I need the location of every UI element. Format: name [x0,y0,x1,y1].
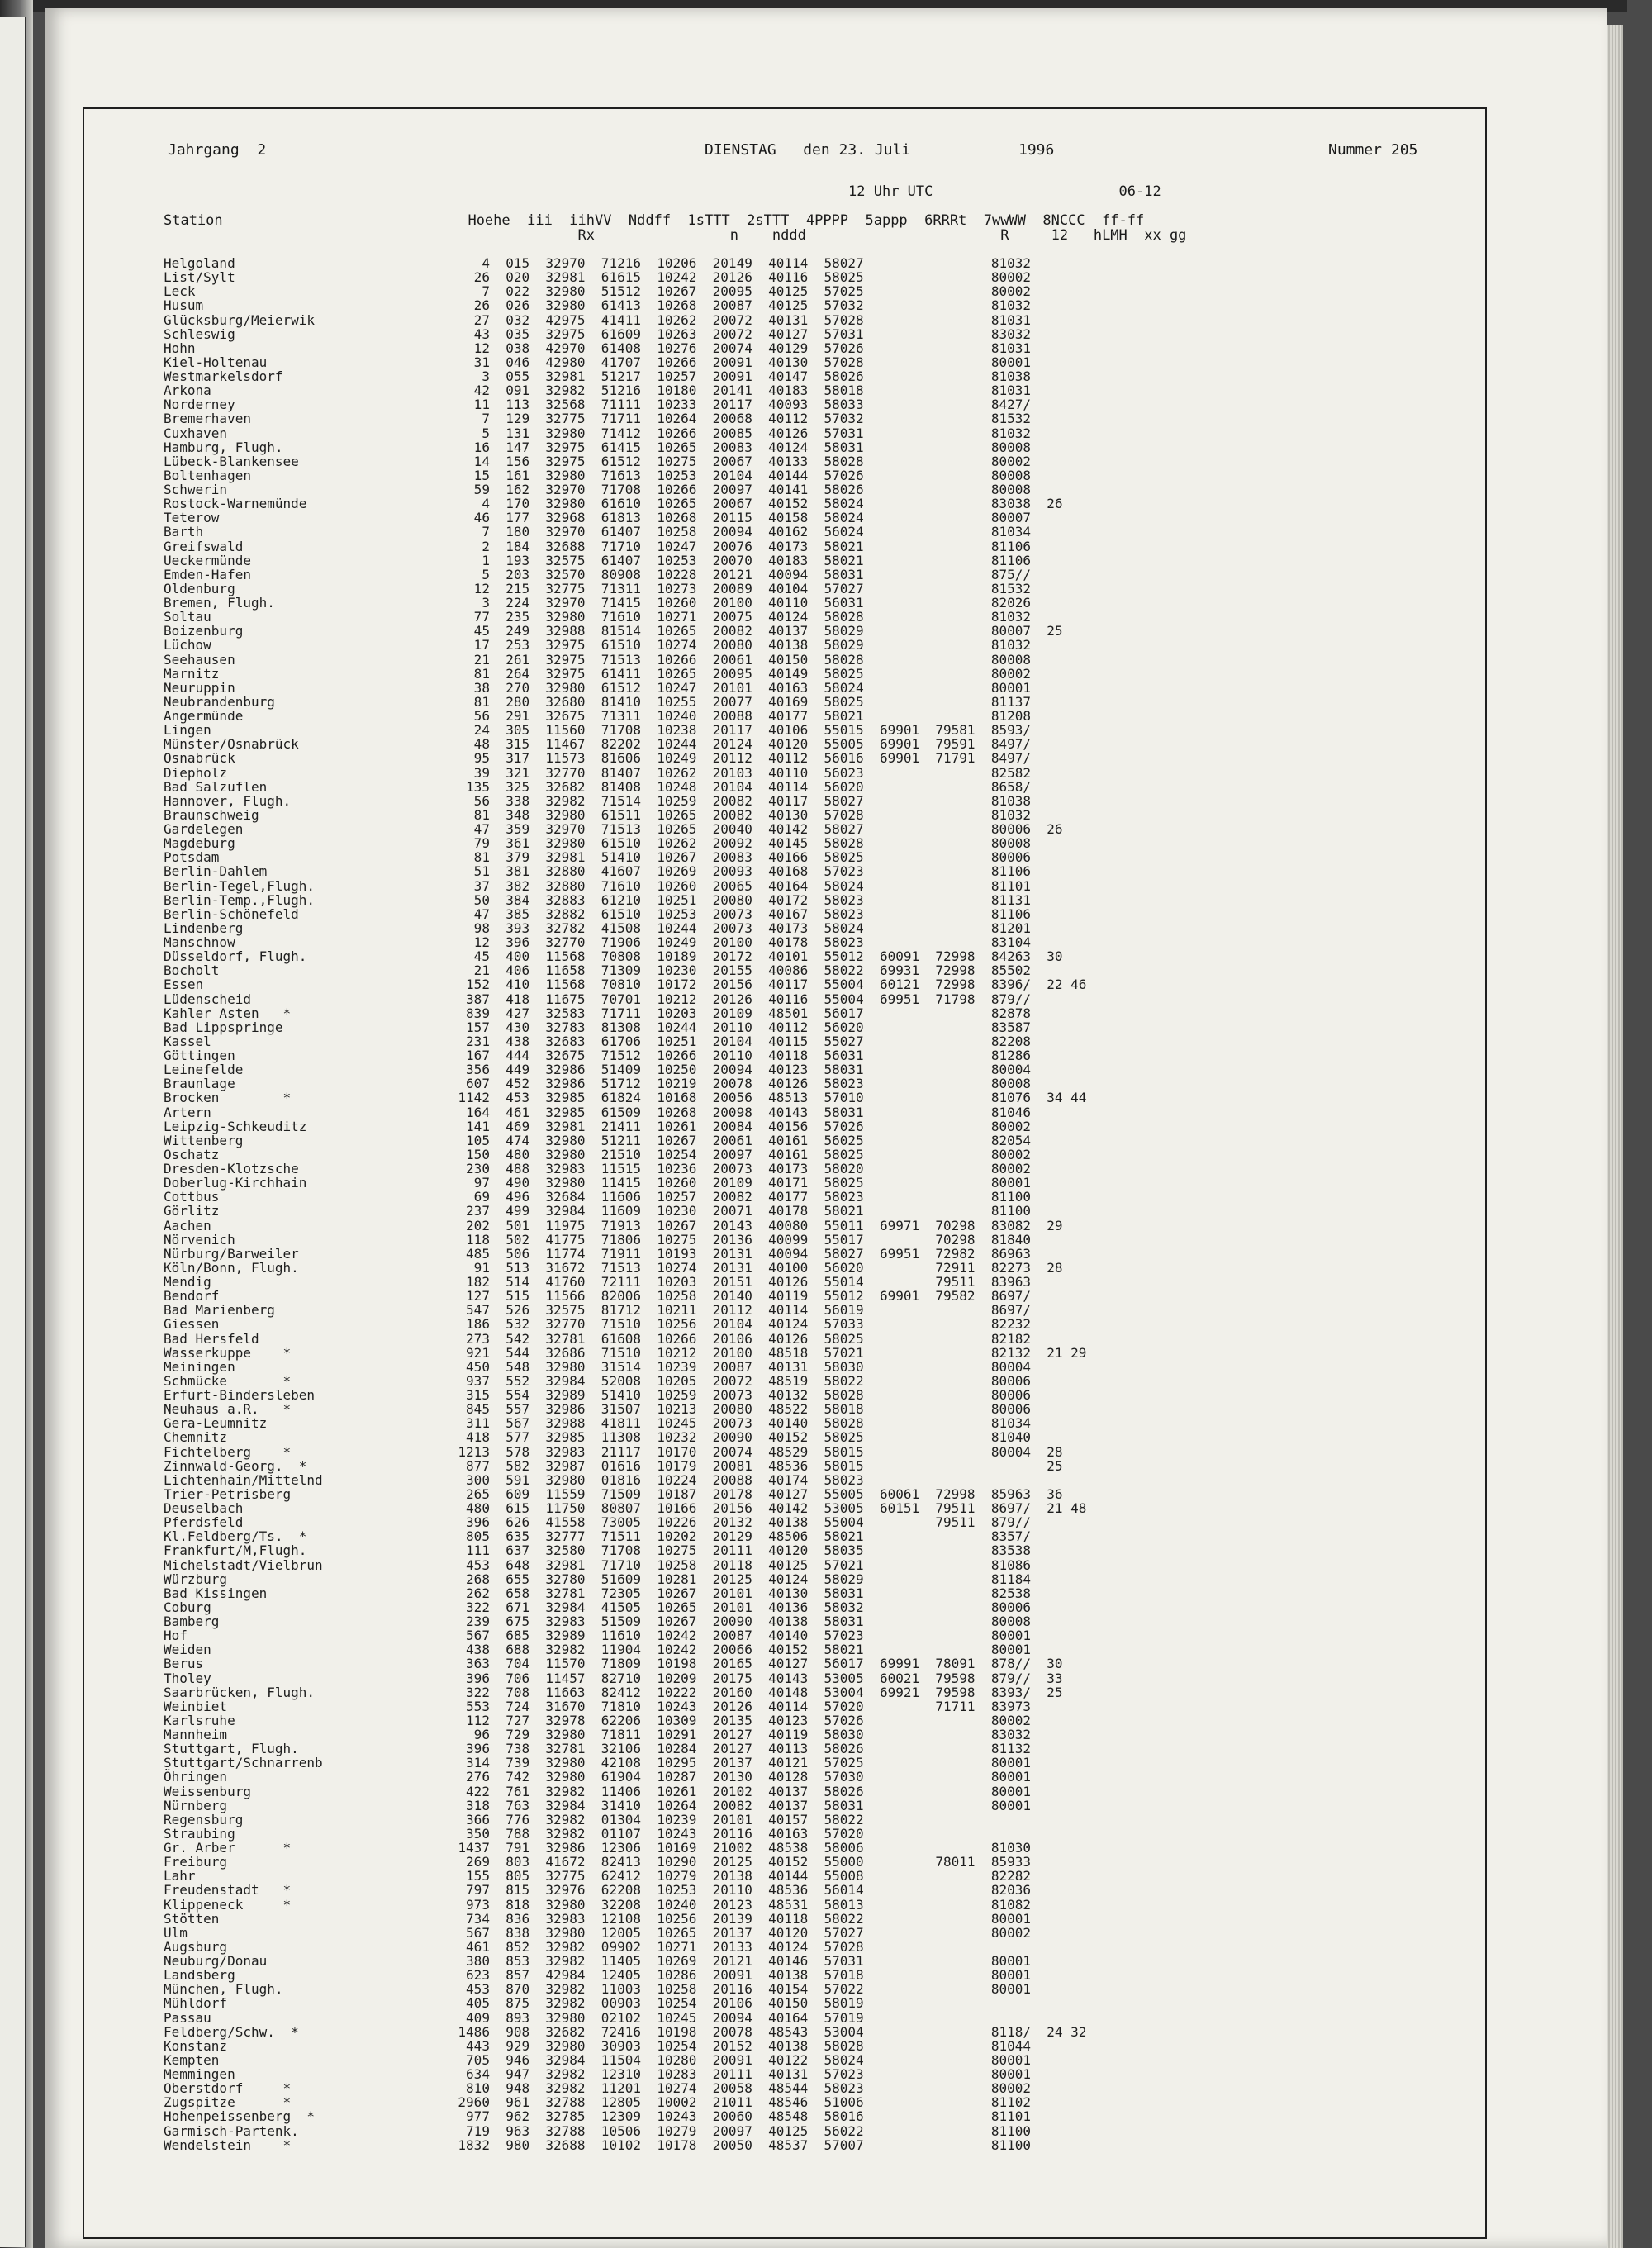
table-row: Lichtenhain/Mittelnd 300 591 32980 01816 10224 20088 40174 58023 [164,1471,864,1488]
table-row: Neuhaus a.R. * 845 557 32986 31507 10213 20080 48522 58018 80006 [164,1401,1031,1418]
table-row: Helgoland 4 015 32970 71216 10206 20149 40114 58027 81032 [164,255,1031,271]
table-row: Giessen 186 532 32770 71510 10256 20104 40124 57033 82232 [164,1316,1031,1333]
table-row: Hohenpeissenberg * 977 962 32785 12309 10243 20060 48548 58016 81101 [164,2108,1031,2125]
table-row: Köln/Bonn, Flugh. 91 513 31672 71513 10274 20131 40100 56020 72911 82273 28 [164,1259,1063,1276]
table-row: Gr. Arber * 1437 791 32986 12306 10169 21002 48538 58006 81030 [164,1840,1031,1856]
table-row: Husum 26 026 32980 61413 10268 20087 40125 57032 81032 [164,297,1031,314]
table-row: Neuburg/Donau 380 853 32982 11405 10269 20121 40146 57031 80001 [164,1953,1031,1969]
table-row: Glücksburg/Meierwik 27 032 42975 41411 10262 20072 40131 57028 81031 [164,311,1031,328]
table-row: Angermünde 56 291 32675 71311 10240 20088 40177 58021 81208 [164,708,1031,724]
table-row: Passau 409 893 32980 02102 10245 20094 40164 57019 [164,2009,864,2026]
table-row: Braunschweig 81 348 32980 61511 10265 20082 40130 57028 81032 [164,806,1031,823]
table-row: Osnabrück 95 317 11573 81606 10249 20112 40112 56016 69901 71791 8497/ [164,750,1031,767]
table-row: Nürnberg 318 763 32984 31410 10264 20082 40137 58031 80001 [164,1797,1031,1813]
table-row: Marnitz 81 264 32975 61411 10265 20095 40149 58025 80002 [164,665,1031,682]
table-row: Dresden-Klotzsche 230 488 32983 11515 10236 20073 40173 58020 80002 [164,1161,1031,1176]
table-row: Brocken * 1142 453 32985 61824 10168 20056 48513 57010 81076 34 44 [164,1090,1087,1106]
table-row: Bamberg 239 675 32983 51509 10267 20090 40138 58031 80008 [164,1614,1031,1629]
table-row: Neuruppin 38 270 32980 61512 10247 20101 40163 58024 80001 [164,679,1031,696]
table-row: Lingen 24 305 11560 71708 10238 20117 40106 55015 69901 79581 8593/ [164,722,1031,739]
table-row: Bad Hersfeld 273 542 32781 61608 10266 20106 40126 58025 82182 [164,1330,1031,1347]
table-row: Kahler Asten * 839 427 32583 71711 10203 20109 48501 56017 82878 [164,1005,1031,1021]
table-row: Bad Salzuflen 135 325 32682 81408 10248 20104 40114 56020 8658/ [164,778,1031,795]
table-row: Weinbiet 553 724 31670 71810 10243 20126 40114 57020 71711 83973 [164,1698,1031,1714]
table-row: Chemnitz 418 577 32985 11308 10232 20090 40152 58025 81040 [164,1429,1031,1446]
table-row: Mühldorf 405 875 32982 00903 10254 20106 40150 58019 [164,1995,864,2012]
table-row: Wittenberg 105 474 32980 51211 10267 20061 40161 56025 82054 [164,1132,1031,1148]
table-row: Arkona 42 091 32982 51216 10180 20141 40183 58018 81031 [164,383,1031,399]
table-row: Norderney 11 113 32568 71111 10233 20117 40093 58033 8427/ [164,397,1031,413]
year-label: 1996 [1018,141,1055,159]
table-row: Lüchow 17 253 32975 61510 10274 20080 40138 58029 81032 [164,637,1031,653]
table-row: München, Flugh. 453 870 32982 11003 10258 20116 40154 57022 80001 [164,1981,1031,1998]
table-row: Lindenberg 98 393 32782 41508 10244 20073 40173 58024 81201 [164,920,1031,936]
table-row: Bendorf 127 515 11566 82006 10258 20140 40119 55012 69901 79582 8697/ [164,1288,1031,1305]
table-row: Straubing 350 788 32982 01107 10243 20116 40163 57020 [164,1825,864,1842]
table-row: Leinefelde 356 449 32986 51409 10250 20094 40123 58031 80004 [164,1062,1031,1078]
table-row: Lübeck-Blankensee 14 156 32975 61512 10275 20067 40133 58028 80002 [164,453,1031,469]
table-row: Wendelstein * 1832 980 32688 10102 10178 20050 48537 57007 81100 [164,2136,1031,2153]
table-row: Tholey 396 706 11457 82710 10209 20175 40143 53005 60021 79598 879// 33 [164,1670,1063,1686]
table-row: Augsburg 461 852 32982 09902 10271 20133 40124 57028 [164,1938,864,1955]
table-row: Hannover, Flugh. 56 338 32982 71514 10259 20082 40117 58027 81038 [164,792,1031,809]
table-row: Trier-Petrisberg 265 609 11559 71509 10187 20178 40127 55005 60061 72998 85963 36 [164,1485,1063,1502]
table-row: Mannheim 96 729 32980 71811 10291 20127 40119 58030 83032 [164,1727,1031,1742]
table-row: Kempten 705 946 32984 11504 10280 20091 40122 58024 80001 [164,2051,1031,2068]
table-row: Garmisch-Partenk. 719 963 32788 10506 10279 20097 40125 56022 81100 [164,2122,1031,2139]
table-row: Bad Marienberg 547 526 32575 81712 10211 20112 40114 56019 8697/ [164,1302,1031,1319]
table-row: Kl.Feldberg/Ts. * 805 635 32777 71511 10202 20129 48506 58021 8357/ [164,1528,1031,1545]
table-row: Gera-Leumnitz 311 567 32988 41811 10245 20073 40140 58028 81034 [164,1415,1031,1432]
station-table [164,256,1485,2152]
table-row: List/Sylt 26 020 32981 61615 10242 20126 40116 58025 80002 [164,269,1031,286]
table-row: Hohn 12 038 42970 61408 10276 20074 40129 57026 81031 [164,340,1031,356]
table-row: Soltau 77 235 32980 71610 10271 20075 40124 58028 81032 [164,609,1031,625]
table-row: Seehausen 21 261 32975 71513 10266 20061 40150 58028 80008 [164,651,1031,668]
table-row: Berlin-Dahlem 51 381 32880 41607 10269 20093 40168 57023 81106 [164,863,1031,880]
table-row: Weissenburg 422 761 32982 11406 10261 20102 40137 58026 80001 [164,1783,1031,1799]
table-row: Erfurt-Bindersleben 315 554 32989 51410 10259 20073 40132 58028 80006 [164,1387,1031,1403]
table-row: Frankfurt/M,Flugh. 111 637 32580 71708 10275 20111 40120 58035 83538 [164,1542,1031,1559]
table-row: Oschatz 150 480 32980 21510 10254 20097 40161 58025 80002 [164,1146,1031,1162]
table-row: Manschnow 12 396 32770 71906 10249 20100 40178 58023 83104 [164,934,1031,950]
table-row: Cottbus 69 496 32684 11606 10257 20082 40177 58023 81100 [164,1189,1031,1205]
table-row: Bocholt 21 406 11658 71309 10230 20155 40086 58022 69931 72998 85502 [164,962,1031,979]
table-row: Konstanz 443 929 32980 30903 10254 20152 40138 58028 81044 [164,2037,1031,2054]
table-row: Karlsruhe 112 727 32978 62206 10309 20135 40123 57026 80002 [164,1712,1031,1728]
jahrgang-label: Jahrgang 2 [168,141,267,159]
column-header-row-1: Station Hoehe iii iihVV Nddff 1sTTT 2sTTT 4PPPP 5appp 6RRRt 7wwWW 8NCCC ff-ff [164,212,1145,229]
table-row: Freiburg 269 803 41672 82413 10290 20125 40152 55000 78011 85933 [164,1854,1031,1870]
table-row: Leipzig-Schkeuditz 141 469 32981 21411 10261 20084 40156 57026 80002 [164,1118,1031,1134]
table-row: Öhringen 276 742 32980 61904 10287 20130 40128 57030 80001 [164,1769,1031,1785]
table-row: Nürburg/Barweiler 485 506 11774 71911 10193 20131 40094 58027 69951 72982 86963 [164,1245,1031,1262]
table-row: Weiden 438 688 32982 11904 10242 20066 40152 58021 80001 [164,1642,1031,1658]
table-row: Schmücke * 937 552 32984 52008 10205 20072 48519 58022 80006 [164,1372,1031,1389]
table-row: Artern 164 461 32985 61509 10268 20098 40143 58031 81046 [164,1104,1031,1120]
table-row: Bad Kissingen 262 658 32781 72305 10267 20101 40130 58031 82538 [164,1585,1031,1601]
table-row: Teterow 46 177 32968 61813 10268 20115 40158 58024 80007 [164,510,1031,526]
table-row: Düsseldorf, Flugh. 45 400 11568 70808 10189 20172 40101 55012 60091 72998 84263 30 [164,948,1063,965]
table-row: Zinnwald-Georg. * 877 582 32987 01616 10179 20081 48536 58015 25 [164,1457,1063,1474]
table-row: Berlin-Tegel,Flugh. 37 382 32880 71610 10260 20065 40164 58024 81101 [164,877,1031,894]
table-row: Freudenstadt * 797 815 32976 62208 10253 20110 48536 56014 82036 [164,1882,1031,1899]
table-row: Essen 152 410 11568 70810 10172 20156 40117 55004 60121 72998 8396/ 22 46 [164,977,1087,993]
table-row: Stötten 734 836 32983 12108 10256 20139 40118 58022 80001 [164,1910,1031,1927]
table-row: Michelstadt/Vielbrun 453 648 32981 71710 10258 20118 40125 57021 81086 [164,1556,1031,1573]
table-row: Doberlug-Kirchhain 97 490 32980 11415 10260 20109 40171 58025 80001 [164,1175,1031,1191]
table-row: Lüdenscheid 387 418 11675 70701 10212 20126 40116 55004 69951 71798 879// [164,991,1031,1007]
table-row: Kiel-Holtenau 31 046 42980 41707 10266 20091 40130 57028 80001 [164,354,1031,370]
table-row: Rostock-Warnemünde 4 170 32980 61610 10265 20067 40152 58024 83038 26 [164,496,1063,512]
table-row: Gardelegen 47 359 32970 71513 10265 20040 40142 58027 80006 26 [164,821,1063,837]
weekday-date: DIENSTAG den 23. Juli [705,141,911,159]
table-row: Emden-Hafen 5 203 32570 80908 10228 20121 40094 58031 875// [164,566,1031,582]
table-row: Potsdam 81 379 32981 51410 10267 20083 40166 58025 80006 [164,849,1031,866]
table-row: Deuselbach 480 615 11750 80807 10166 20156 40142 53005 60151 79511 8697/ 21 48 [164,1500,1087,1516]
table-row: Magdeburg 79 361 32980 61510 10262 20092 40145 58028 80008 [164,835,1031,852]
table-row: Oldenburg 12 215 32775 71311 10273 20089 40104 57027 81532 [164,580,1031,596]
table-row: Berlin-Temp.,Flugh. 50 384 32883 61210 10251 20080 40172 58023 81131 [164,891,1031,908]
page-header [168,141,1473,163]
table-row: Stuttgart/Schnarrenb 314 739 32980 42108 10295 20137 40121 57025 80001 [164,1755,1031,1771]
table-row: Barth 7 180 32970 61407 10258 20094 40162 56024 81034 [164,524,1031,540]
table-row: Hof 567 685 32989 11610 10242 20087 40140 57023 80001 [164,1628,1031,1644]
column-header-row-2: Rx n nddd R 12 hLMH xx gg [164,227,1187,244]
table-row: Münster/Osnabrück 48 315 11467 82202 10244 20124 40120 55005 69901 79591 8497/ [164,736,1031,753]
table-row: Boizenburg 45 249 32988 81514 10265 20082 40137 58029 80007 25 [164,623,1063,639]
previous-page-edge [0,17,26,2247]
table-row: Braunlage 607 452 32986 51712 10219 20078 40126 58023 80008 [164,1076,1031,1092]
table-row: Mendig 182 514 41760 72111 10203 20151 40126 55014 79511 83963 [164,1274,1031,1290]
table-row: Zugspitze * 2960 961 32788 12805 10002 21011 48546 51006 81102 [164,2094,1031,2111]
table-row: Feldberg/Schw. * 1486 908 32682 72416 10198 20078 48543 53004 8118/ 24 32 [164,2023,1087,2040]
table-row: Pferdsfeld 396 626 41558 73005 10226 20132 40138 55004 79511 879// [164,1514,1031,1531]
table-row: Landsberg 623 857 42984 12405 10286 20091 40138 57018 80001 [164,1967,1031,1984]
table-row: Hamburg, Flugh. 16 147 32975 61415 10265 20083 40124 58031 80008 [164,439,1031,455]
table-row: Bad Lippspringe 157 430 32783 81308 10244 20110 40112 56020 83587 [164,1019,1031,1035]
table-row: Ulm 567 838 32980 12005 10265 20137 40120 57027 80002 [164,1924,1031,1941]
table-row: Görlitz 237 499 32984 11609 10230 20071 40178 58021 81100 [164,1203,1031,1219]
table-row: Berus 363 704 11570 71809 10198 20165 40127 56017 69991 78091 878// 30 [164,1656,1063,1672]
table-row: Cuxhaven 5 131 32980 71412 10266 20085 40126 57031 81032 [164,425,1031,441]
table-row: Ueckermünde 1 193 32575 61407 10253 20070 40183 58021 81106 [164,552,1031,568]
table-row: Saarbrücken, Flugh. 322 708 11663 82412 10222 20160 40148 53004 69921 79598 8393/ 25 [164,1684,1063,1700]
table-row: Westmarkelsdorf 3 055 32981 51217 10257 20091 40147 58026 81038 [164,368,1031,384]
table-row: Greifswald 2 184 32688 71710 10247 20076 40173 58021 81106 [164,538,1031,554]
table-row: Leck 7 022 32980 51512 10267 20095 40125 57025 80002 [164,283,1031,300]
table-row: Diepholz 39 321 32770 81407 10262 20103 40110 56023 82582 [164,764,1031,781]
table-row: Würzburg 268 655 32780 51609 10281 20125 40124 58029 81184 [164,1571,1031,1587]
table-row: Nörvenich 118 502 41775 71806 10275 20136 40099 55017 70298 81840 [164,1231,1031,1248]
table-row: Meiningen 450 548 32980 31514 10239 20087 40131 58030 80004 [164,1358,1031,1375]
table-row: Aachen 202 501 11975 71913 10267 20143 40080 55011 69971 70298 83082 29 [164,1217,1063,1233]
table-row: Schwerin 59 162 32970 71708 10266 20097 40141 58026 80008 [164,482,1031,497]
table-row: Neubrandenburg 81 280 32680 81410 10255 20077 40169 58025 81137 [164,693,1031,710]
issue-number: Nummer 205 [1328,141,1418,159]
table-row: Göttingen 167 444 32675 71512 10266 20110 40118 56031 81286 [164,1048,1031,1063]
table-row: Memmingen 634 947 32982 12310 10283 20111 40131 57023 80001 [164,2066,1031,2082]
table-row: Kassel 231 438 32683 61706 10251 20104 40115 55027 82208 [164,1033,1031,1049]
table-row: Bremen, Flugh. 3 224 32970 71415 10260 20100 40110 56031 82026 [164,595,1031,611]
table-row: Oberstdorf * 810 948 32982 11201 10274 20058 48544 58023 80002 [164,2080,1031,2097]
table-row: Regensburg 366 776 32982 01304 10239 20101 40157 58022 [164,1811,864,1827]
column-group-header: 12 Uhr UTC 06-12 [164,183,1161,200]
table-row: Fichtelberg * 1213 578 32983 21117 10170 20074 48529 58015 80004 28 [164,1443,1063,1460]
table-row: Coburg 322 671 32984 41505 10265 20101 40136 58032 80006 [164,1599,1031,1615]
table-row: Bremerhaven 7 129 32775 71711 10264 20068 40112 57032 81532 [164,411,1031,427]
table-row: Schleswig 43 035 32975 61609 10263 20072 40127 57031 83032 [164,326,1031,342]
table-row: Klippeneck * 973 818 32980 32208 10240 20123 48531 58013 81082 [164,1896,1031,1913]
table-row: Stuttgart, Flugh. 396 738 32781 32106 10284 20127 40113 58026 81132 [164,1741,1031,1757]
table-row: Boltenhagen 15 161 32980 71613 10253 20104 40144 57026 80008 [164,467,1031,483]
table-row: Lahr 155 805 32775 62412 10279 20138 40144 55008 82282 [164,1868,1031,1884]
table-row: Wasserkuppe * 921 544 32686 71510 10212 20100 48518 57021 82132 21 29 [164,1344,1087,1361]
table-row: Berlin-Schönefeld 47 385 32882 61510 10253 20073 40167 58023 81106 [164,905,1031,922]
